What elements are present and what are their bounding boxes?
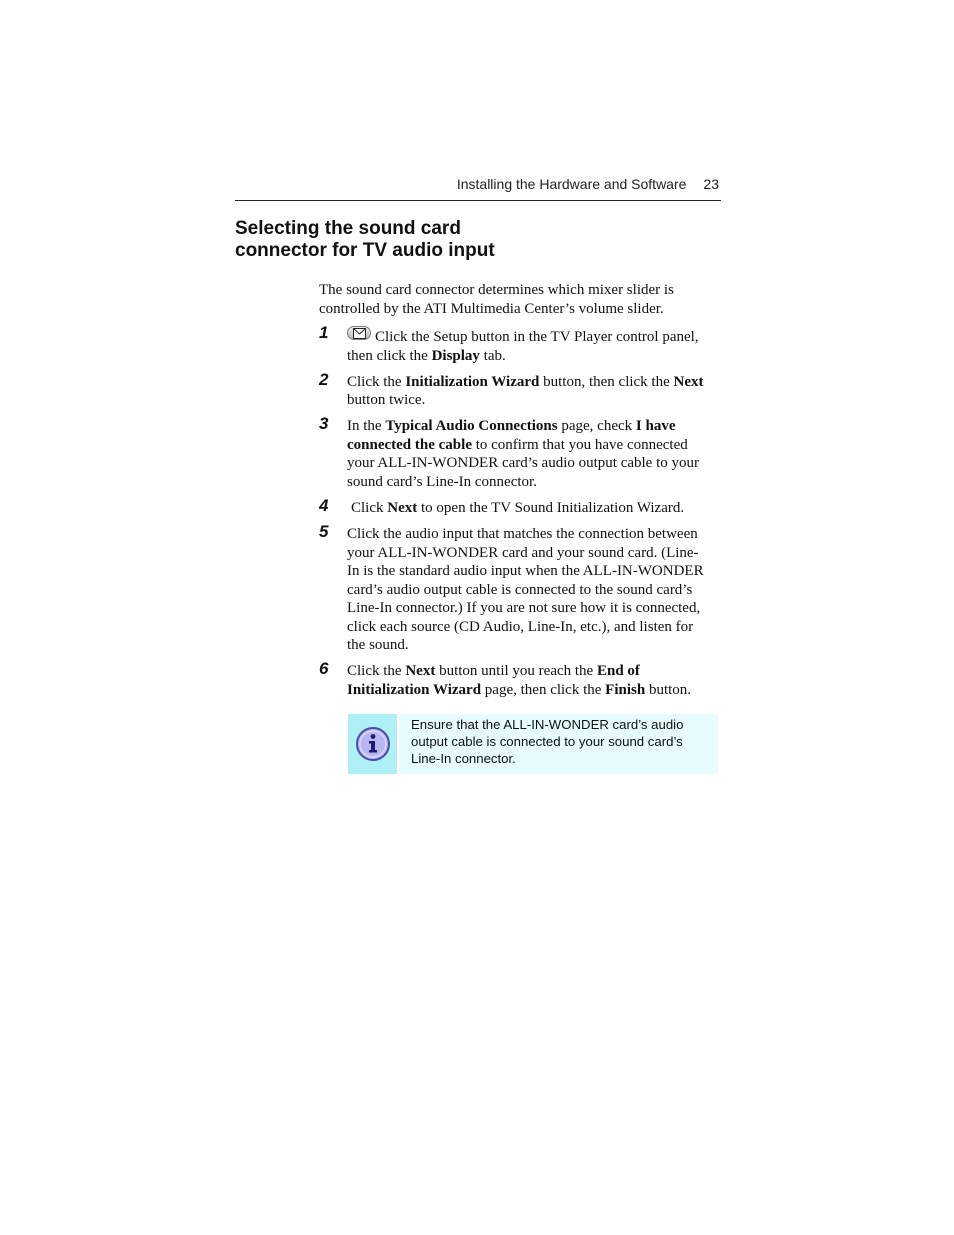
section-heading bbox=[235, 218, 655, 262]
step-number: 5 bbox=[319, 521, 329, 541]
note-text bbox=[399, 714, 683, 774]
step-number: 4 bbox=[319, 495, 329, 515]
step-number: 6 bbox=[319, 659, 329, 679]
setup-button-icon bbox=[347, 326, 371, 340]
step-5: 5 Click the audio input that matches the connection between your ALL-IN-WONDER card and your sound card. (Line- In is the standard audio input when the ALL-IN-WONDER card’s audio output cable is connected to the sound card’s Line-In connector.) If you are not sure how it is connected, click each source (CD Audio, Line-In, etc.), and listen for the sound. bbox=[319, 521, 704, 654]
intro-line-2: controlled by the ATI Multimedia Center’s volume slider. bbox=[319, 301, 664, 317]
note-line-1: Ensure that the ALL-IN-WONDER card’s audio bbox=[411, 717, 684, 732]
step-number: 2 bbox=[319, 369, 329, 389]
step-2: 2 Click the Initialization Wizard button, then click the Next button twice. bbox=[319, 369, 704, 409]
step-4: 4 Click Next to open the TV Sound Initialization Wizard. bbox=[319, 495, 685, 516]
info-note bbox=[348, 714, 718, 774]
intro-line-1: The sound card connector determines which mixer slider is bbox=[319, 282, 674, 298]
steps-list bbox=[319, 323, 719, 707]
step-1: 1 Click the Setup button in the TV Player control panel, then click the Display tab. bbox=[319, 323, 699, 364]
intro-paragraph bbox=[319, 281, 719, 319]
info-icon bbox=[355, 726, 391, 762]
display-tab-label: Display bbox=[431, 347, 480, 364]
section-heading-line-1: Selecting the sound card bbox=[235, 218, 461, 239]
note-line-3: Line-In connector. bbox=[411, 751, 516, 766]
step-6: 6 Click the Next button until you reach the End of Initialization Wizard page, then click the Finish button. bbox=[319, 659, 692, 699]
note-line-2: output cable is connected to your sound card’s bbox=[411, 734, 683, 749]
step-number: 3 bbox=[319, 414, 329, 434]
section-heading-line-2: connector for TV audio input bbox=[235, 240, 495, 261]
step-number: 1 bbox=[319, 323, 329, 342]
running-header-title: Installing the Hardware and Software bbox=[456, 176, 687, 192]
header-rule bbox=[235, 200, 721, 201]
running-header bbox=[235, 176, 719, 200]
note-icon-strip bbox=[348, 714, 399, 774]
step-3: 3 In the Typical Audio Connections page, check I have connected the cable to confirm that you have connected your ALL-IN-WONDER card’s audio output cable to your sound card’s Line-In connector. bbox=[319, 414, 699, 490]
page-number: 23 bbox=[703, 176, 719, 192]
